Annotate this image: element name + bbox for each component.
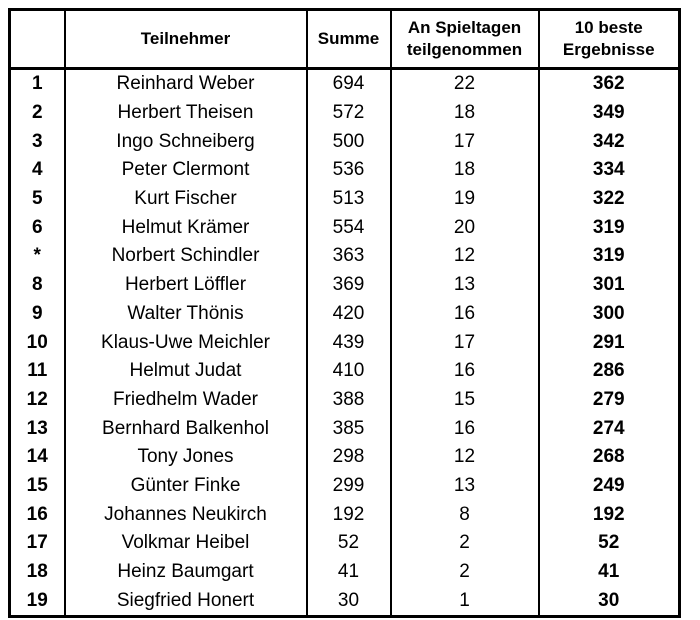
days-cell: 22 bbox=[391, 69, 539, 99]
sum-cell: 410 bbox=[307, 357, 391, 386]
table-row bbox=[10, 300, 680, 329]
rank-cell: 8 bbox=[10, 271, 65, 300]
rank-cell: 19 bbox=[10, 586, 65, 616]
rank-cell: 16 bbox=[10, 500, 65, 529]
best-results-cell: 41 bbox=[539, 558, 680, 587]
rank-cell: 4 bbox=[10, 156, 65, 185]
header-days-line2: teilgenommen bbox=[406, 40, 523, 59]
table-header bbox=[10, 10, 680, 69]
sum-cell: 694 bbox=[307, 69, 391, 99]
days-cell: 12 bbox=[391, 443, 539, 472]
header-rank-blank bbox=[10, 10, 65, 69]
participant-cell bbox=[65, 500, 307, 529]
last-name: Balkenhol bbox=[185, 417, 269, 439]
last-name: Heibel bbox=[195, 532, 250, 554]
rank-cell: 6 bbox=[10, 213, 65, 242]
table-row bbox=[10, 185, 680, 214]
sum-cell: 420 bbox=[307, 300, 391, 329]
rank-cell: * bbox=[10, 242, 65, 271]
best-results-cell: 319 bbox=[539, 242, 680, 271]
participant-cell bbox=[65, 69, 307, 99]
table-row bbox=[10, 529, 680, 558]
sum-cell: 30 bbox=[307, 586, 391, 616]
participant-cell bbox=[65, 213, 307, 242]
table-row bbox=[10, 414, 680, 443]
participant-cell bbox=[65, 300, 307, 329]
days-cell: 2 bbox=[391, 558, 539, 587]
first-name: Tony bbox=[137, 446, 178, 468]
best-results-cell: 286 bbox=[539, 357, 680, 386]
days-cell: 2 bbox=[391, 529, 539, 558]
table-row bbox=[10, 127, 680, 156]
sum-cell: 298 bbox=[307, 443, 391, 472]
last-name: Wader bbox=[202, 388, 259, 410]
header-sum: Summe bbox=[307, 10, 391, 69]
table-row bbox=[10, 386, 680, 415]
table-row bbox=[10, 328, 680, 357]
participant-cell bbox=[65, 529, 307, 558]
sum-cell: 299 bbox=[307, 472, 391, 501]
days-cell: 17 bbox=[391, 127, 539, 156]
header-participant: Teilnehmer bbox=[65, 10, 307, 69]
header-days bbox=[391, 10, 539, 69]
first-name: Volkmar bbox=[121, 532, 191, 554]
sum-cell: 41 bbox=[307, 558, 391, 587]
first-name: Herbert bbox=[124, 274, 189, 296]
best-results-cell: 52 bbox=[539, 529, 680, 558]
days-cell: 13 bbox=[391, 271, 539, 300]
sum-cell: 500 bbox=[307, 127, 391, 156]
rank-cell: 12 bbox=[10, 386, 65, 415]
sum-cell: 439 bbox=[307, 328, 391, 357]
table-row bbox=[10, 99, 680, 128]
best-results-cell: 192 bbox=[539, 500, 680, 529]
first-name: Bernhard bbox=[102, 417, 181, 439]
days-cell: 16 bbox=[391, 300, 539, 329]
best-results-cell: 300 bbox=[539, 300, 680, 329]
ranking-table bbox=[8, 8, 681, 618]
table-row bbox=[10, 271, 680, 300]
sum-cell: 363 bbox=[307, 242, 391, 271]
participant-cell bbox=[65, 242, 307, 271]
header-row bbox=[10, 10, 680, 69]
table-row bbox=[10, 558, 680, 587]
first-name: Ingo bbox=[116, 130, 154, 152]
table-row bbox=[10, 443, 680, 472]
rank-cell: 3 bbox=[10, 127, 65, 156]
best-results-cell: 279 bbox=[539, 386, 680, 415]
first-name: Johannes bbox=[104, 503, 187, 525]
header-best bbox=[539, 10, 680, 69]
last-name: Neukirch bbox=[191, 503, 267, 525]
participant-cell bbox=[65, 127, 307, 156]
first-name: Friedhelm bbox=[112, 388, 198, 410]
days-cell: 15 bbox=[391, 386, 539, 415]
rank-cell: 17 bbox=[10, 529, 65, 558]
last-name: Krämer bbox=[187, 216, 250, 238]
table-row bbox=[10, 472, 680, 501]
last-name: Weber bbox=[198, 73, 255, 95]
days-cell: 18 bbox=[391, 99, 539, 128]
rank-cell: 2 bbox=[10, 99, 65, 128]
header-best-line2: Ergebnisse bbox=[562, 40, 655, 59]
last-name: Thönis bbox=[186, 302, 244, 324]
participant-cell bbox=[65, 185, 307, 214]
table-row bbox=[10, 242, 680, 271]
sum-cell: 388 bbox=[307, 386, 391, 415]
rank-cell: 5 bbox=[10, 185, 65, 214]
table-row bbox=[10, 213, 680, 242]
rank-cell: 11 bbox=[10, 357, 65, 386]
days-cell: 18 bbox=[391, 156, 539, 185]
header-best-line1: 10 beste bbox=[574, 18, 643, 37]
sum-cell: 52 bbox=[307, 529, 391, 558]
participant-cell bbox=[65, 156, 307, 185]
first-name: Kurt bbox=[134, 188, 170, 210]
sum-cell: 513 bbox=[307, 185, 391, 214]
last-name: Finke bbox=[193, 474, 241, 496]
days-cell: 1 bbox=[391, 586, 539, 616]
best-results-cell: 322 bbox=[539, 185, 680, 214]
last-name: Schneiberg bbox=[158, 130, 255, 152]
participant-cell bbox=[65, 386, 307, 415]
first-name: Helmut bbox=[121, 216, 182, 238]
table-row bbox=[10, 69, 680, 99]
days-cell: 20 bbox=[391, 213, 539, 242]
sum-cell: 554 bbox=[307, 213, 391, 242]
first-name: Siegfried bbox=[116, 589, 192, 611]
participant-cell bbox=[65, 558, 307, 587]
best-results-cell: 319 bbox=[539, 213, 680, 242]
sum-cell: 536 bbox=[307, 156, 391, 185]
participant-cell bbox=[65, 443, 307, 472]
days-cell: 16 bbox=[391, 357, 539, 386]
participant-cell bbox=[65, 472, 307, 501]
participant-cell bbox=[65, 586, 307, 616]
participant-cell bbox=[65, 414, 307, 443]
rank-cell: 18 bbox=[10, 558, 65, 587]
rank-cell: 13 bbox=[10, 414, 65, 443]
days-cell: 17 bbox=[391, 328, 539, 357]
days-cell: 19 bbox=[391, 185, 539, 214]
rank-cell: 9 bbox=[10, 300, 65, 329]
participant-cell bbox=[65, 271, 307, 300]
rank-cell: 1 bbox=[10, 69, 65, 99]
last-name: Clermont bbox=[172, 159, 250, 181]
last-name: Honert bbox=[197, 589, 255, 611]
best-results-cell: 274 bbox=[539, 414, 680, 443]
rank-cell: 15 bbox=[10, 472, 65, 501]
table-row bbox=[10, 156, 680, 185]
first-name: Walter bbox=[127, 302, 182, 324]
best-results-cell: 301 bbox=[539, 271, 680, 300]
sum-cell: 385 bbox=[307, 414, 391, 443]
first-name: Günter bbox=[130, 474, 189, 496]
last-name: Judat bbox=[194, 360, 242, 382]
last-name: Jones bbox=[182, 446, 234, 468]
best-results-cell: 349 bbox=[539, 99, 680, 128]
rank-cell: 14 bbox=[10, 443, 65, 472]
sum-cell: 192 bbox=[307, 500, 391, 529]
first-name: Helmut bbox=[129, 360, 190, 382]
best-results-cell: 268 bbox=[539, 443, 680, 472]
header-days-line1: An Spieltagen bbox=[407, 18, 522, 37]
best-results-cell: 362 bbox=[539, 69, 680, 99]
best-results-cell: 291 bbox=[539, 328, 680, 357]
first-name: Reinhard bbox=[116, 73, 194, 95]
last-name: Fischer bbox=[174, 188, 237, 210]
table-row bbox=[10, 500, 680, 529]
last-name: Schindler bbox=[180, 245, 260, 267]
best-results-cell: 342 bbox=[539, 127, 680, 156]
last-name: Löffler bbox=[193, 274, 247, 296]
participant-cell bbox=[65, 357, 307, 386]
last-name: Baumgart bbox=[171, 561, 254, 583]
best-results-cell: 30 bbox=[539, 586, 680, 616]
first-name: Peter bbox=[121, 159, 168, 181]
table-body bbox=[10, 69, 680, 617]
days-cell: 13 bbox=[391, 472, 539, 501]
days-cell: 12 bbox=[391, 242, 539, 271]
first-name: Norbert bbox=[111, 245, 175, 267]
first-name: Herbert bbox=[117, 102, 181, 124]
best-results-cell: 334 bbox=[539, 156, 680, 185]
rank-cell: 10 bbox=[10, 328, 65, 357]
table-row bbox=[10, 586, 680, 616]
days-cell: 16 bbox=[391, 414, 539, 443]
participant-cell bbox=[65, 328, 307, 357]
days-cell: 8 bbox=[391, 500, 539, 529]
last-name: Theisen bbox=[185, 102, 254, 124]
last-name: Meichler bbox=[198, 331, 270, 353]
sum-cell: 572 bbox=[307, 99, 391, 128]
best-results-cell: 249 bbox=[539, 472, 680, 501]
first-name: Klaus-Uwe bbox=[101, 331, 193, 353]
table-row bbox=[10, 357, 680, 386]
sum-cell: 369 bbox=[307, 271, 391, 300]
first-name: Heinz bbox=[117, 561, 166, 583]
participant-cell bbox=[65, 99, 307, 128]
